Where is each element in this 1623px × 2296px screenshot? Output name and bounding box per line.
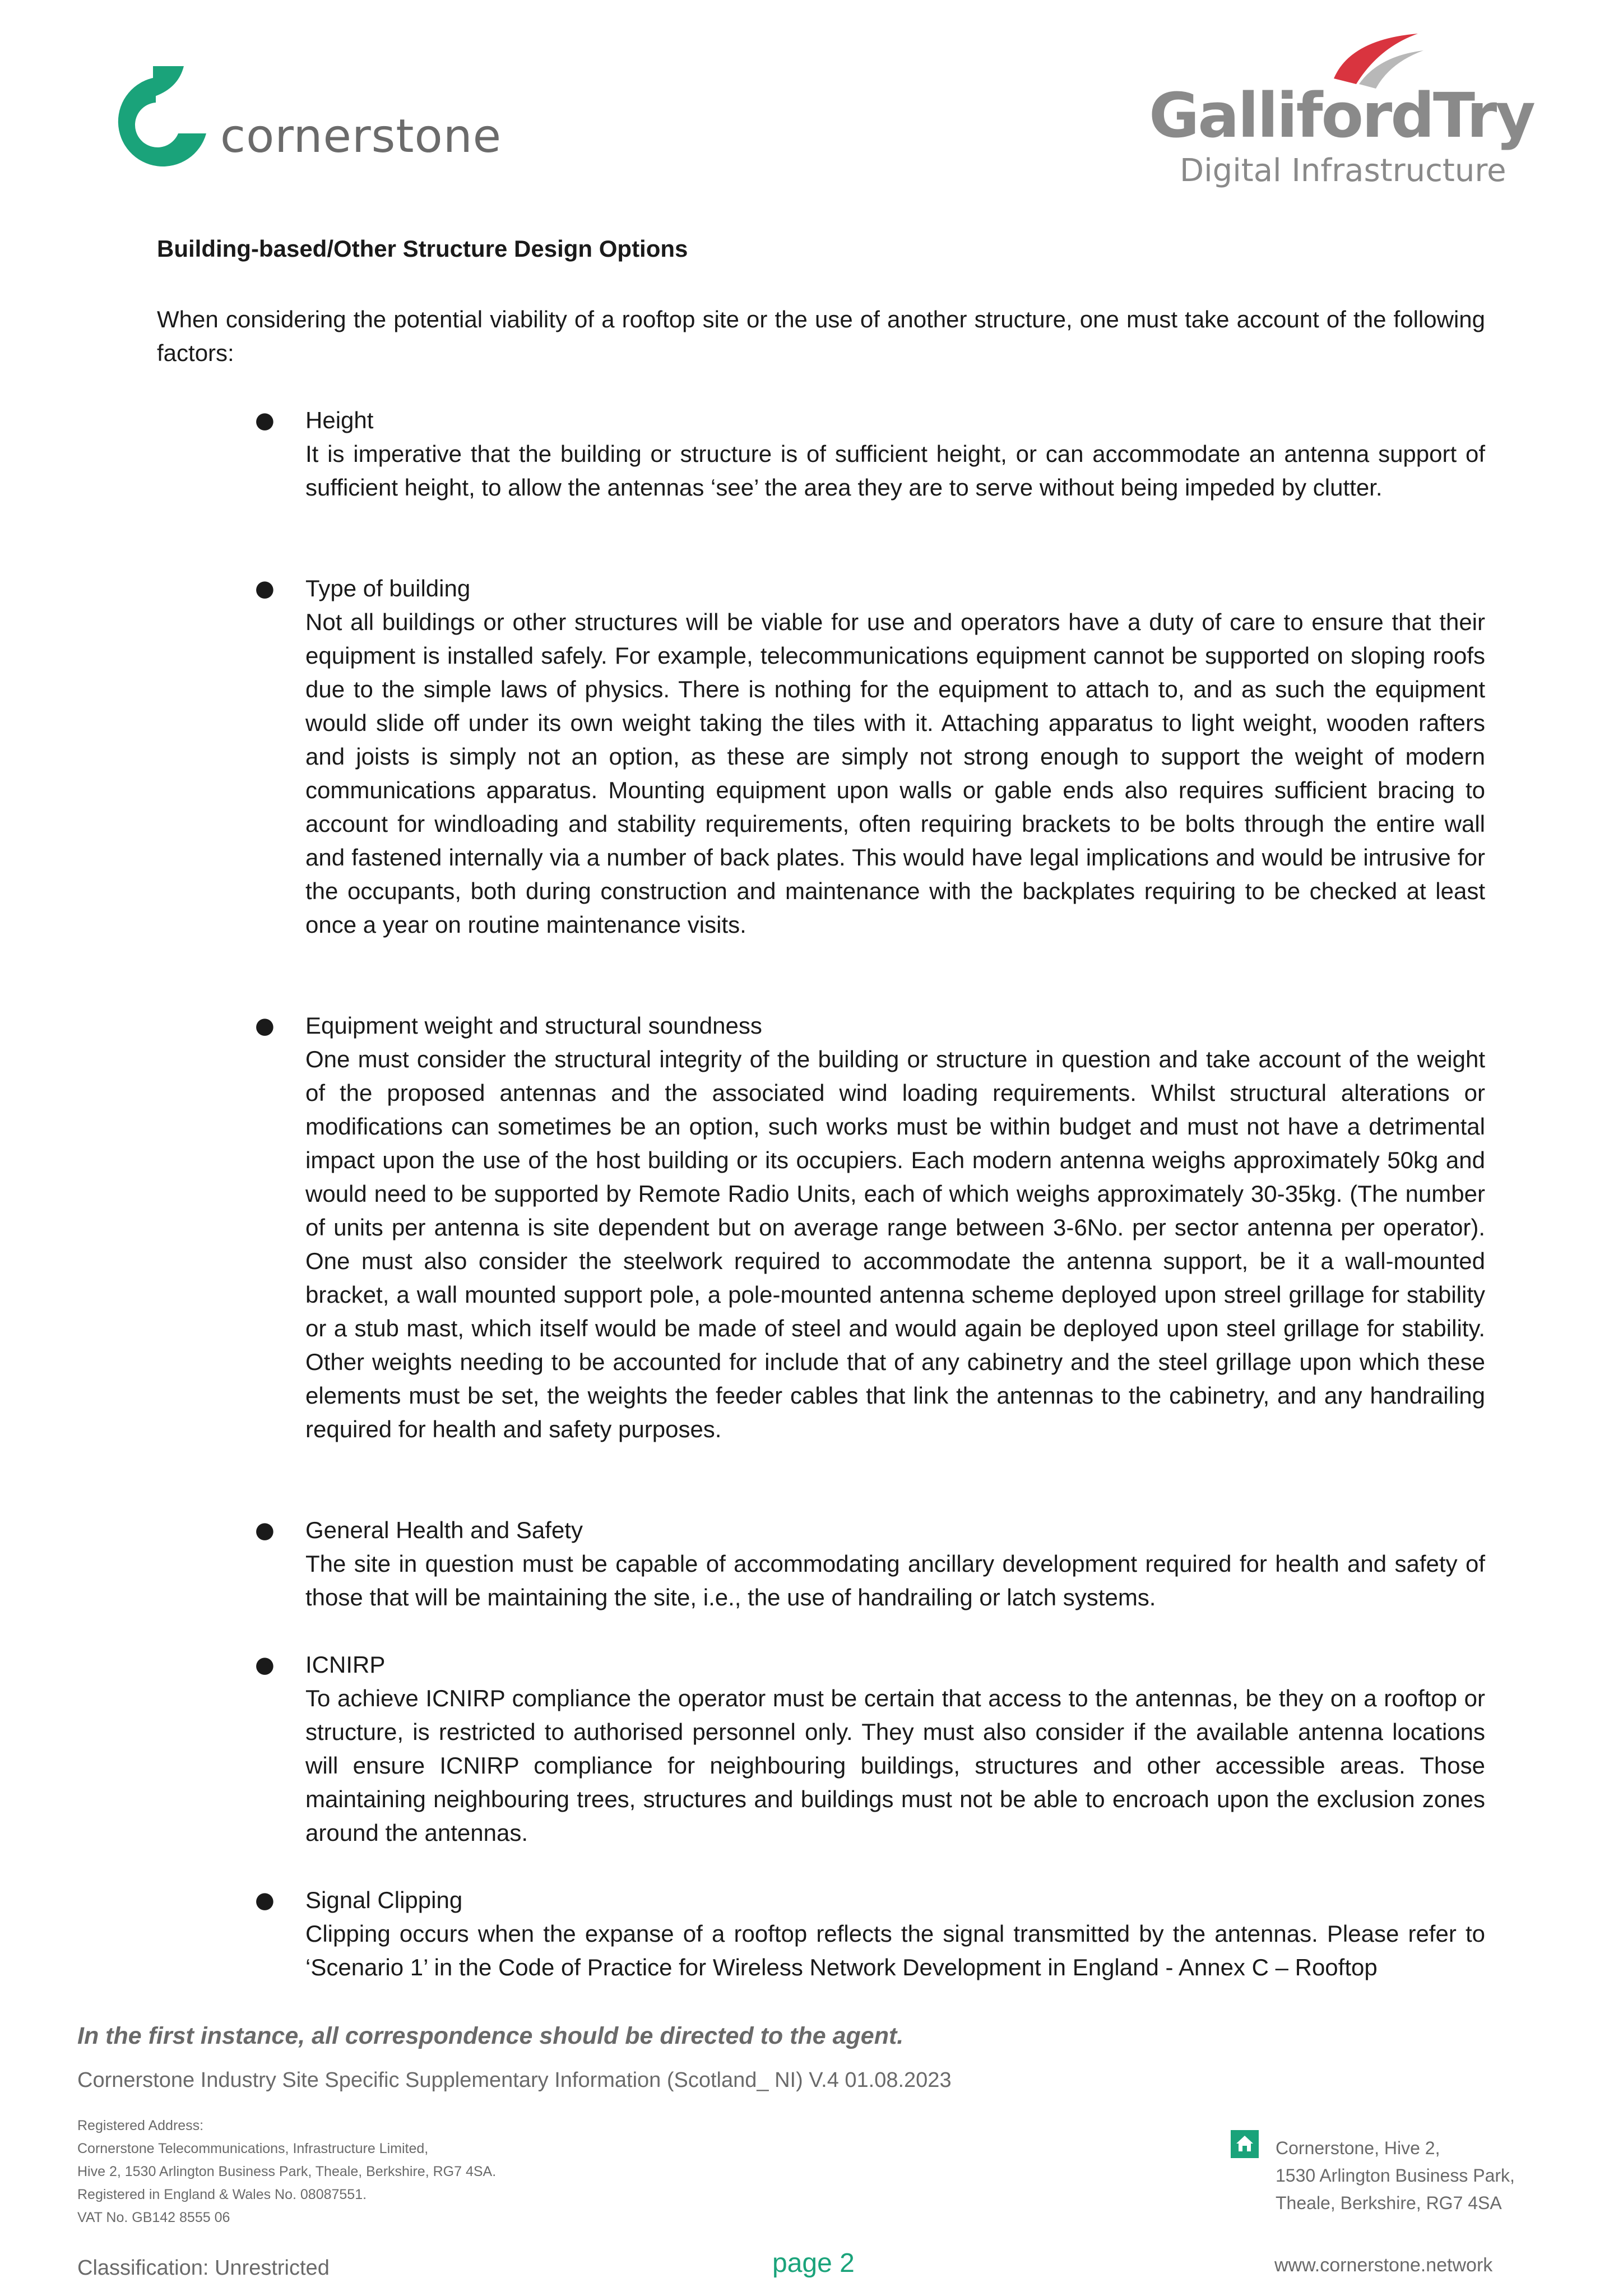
- agent-note: In the first instance, all correspondence should be directed to the agent.: [77, 2022, 904, 2049]
- registered-address: [77, 2114, 496, 2229]
- office-address: [1276, 2135, 1515, 2217]
- factor-title: Equipment weight and structural soundness: [305, 1012, 762, 1039]
- page-number: page 2: [772, 2248, 855, 2278]
- intro-paragraph: When considering the potential viability of a rooftop site or the use of another structure, one must take account of the following factors:: [157, 306, 1485, 366]
- galliford-logo-subtitle: Digital Infrastructure: [1180, 152, 1506, 189]
- office-address-line: Theale, Berkshire, RG7 4SA: [1276, 2193, 1502, 2213]
- document-reference: Cornerstone Industry Site Specific Supplementary Information (Scotland_ NI) V.4 01.08.2023: [77, 2068, 952, 2092]
- bullet-icon: ●: [255, 408, 275, 433]
- bullet-icon: ●: [255, 1652, 275, 1678]
- bullet-icon: ●: [255, 1517, 275, 1543]
- factor-body: Clipping occurs when the expanse of a rooftop reflects the signal transmitted by the antennas. Please refer to ‘Scenario 1’ in the Code of Practice for Wireless Network Development in England - Annex C – Rooftop: [305, 1920, 1485, 1980]
- factor-title: Signal Clipping: [305, 1887, 463, 1913]
- factor-body: The site in question must be capable of accommodating ancillary development required for health and safety of those that will be maintaining the site, i.e., the use of handrailing or latch systems.: [305, 1550, 1485, 1610]
- website-link[interactable]: www.cornerstone.network: [1274, 2255, 1493, 2276]
- office-address-line: 1530 Arlington Business Park,: [1276, 2165, 1515, 2186]
- registered-address-line: Hive 2, 1530 Arlington Business Park, Theale, Berkshire, RG7 4SA.: [77, 2164, 497, 2179]
- cornerstone-logo: [100, 66, 502, 189]
- galliford-logo-name: GallifordTry: [1149, 80, 1534, 151]
- registered-address-line: Cornerstone Telecommunications, Infrastructure Limited,: [77, 2141, 429, 2156]
- office-address-line: Cornerstone, Hive 2,: [1276, 2138, 1440, 2158]
- factor-body: One must consider the structural integrity of the building or structure in question and take account of the weight of the proposed antennas and the associated wind loading requirements. Whilst structural alterations or modifications can sometimes be an option, such works must be within budget and must not have a detrimental impact upon the use of the host building or its occupiers. Each modern antenna weighs approximately 50kg and would need to be supported by Remote Radio Units, each of which weighs approximately 30-35kg. (The number of units per antenna is site dependent but on average range between 3-6No. per sector antenna per operator). One must also consider the steelwork required to accommodate the antenna support, be it a wall-mounted bracket, a wall mounted support pole, a pole-mounted antenna scheme deployed upon streel grillage for stability or a stub mast, which itself would be made of steel and would again be deployed upon steel grillage for stability. Other weights needing to be accounted for include that of any cabinetry and the steel grillage upon which these elements must be set, the weights the feeder cables that link the antennas to the cabinetry, and any handrailing required for health and safety purposes.: [305, 1046, 1485, 1442]
- registered-address-line: Registered in England & Wales No. 08087551.: [77, 2187, 367, 2202]
- bullet-icon: ●: [255, 1013, 275, 1039]
- section-heading: Building-based/Other Structure Design Options: [157, 235, 688, 262]
- galliford-try-logo: [1138, 28, 1534, 196]
- registered-address-line: VAT No. GB142 8555 06: [77, 2210, 230, 2225]
- home-icon: [1231, 2130, 1259, 2158]
- bullet-icon: ●: [255, 576, 275, 601]
- factor-title: ICNIRP: [305, 1651, 386, 1678]
- bullet-icon: ●: [255, 1887, 275, 1913]
- factor-body: To achieve ICNIRP compliance the operator must be certain that access to the antennas, be they on a rooftop or structure, is restricted to authorised personnel only. They must also consider if the available antenna locations will ensure ICNIRP compliance for neighbouring buildings, structures and other accessible areas. Those maintaining neighbouring trees, structures and buildings must not be able to encroach upon the exclusion zones around the antennas.: [305, 1685, 1485, 1846]
- cornerstone-logo-text: cornerstone: [220, 110, 502, 163]
- registered-address-line: Registered Address:: [77, 2118, 204, 2133]
- factor-body: It is imperative that the building or structure is of sufficient height, or can accommodate an antenna support of sufficient height, to allow the antennas ‘see’ the area they are to serve without being impeded by clutter.: [305, 441, 1485, 501]
- cornerstone-logo-mark: [100, 66, 217, 184]
- classification-label: Classification: Unrestricted: [77, 2256, 330, 2280]
- factor-title: Type of building: [305, 575, 471, 601]
- factor-body: Not all buildings or other structures will be viable for use and operators have a duty of care to ensure that their equipment is installed safely. For example, telecommunications equipment cannot be supported on sloping roofs due to the simple laws of physics. There is nothing for the equipment to attach to, and as such the equipment would slide off under its own weight taking the tiles with it. Attaching apparatus to light weight, wooden rafters and joists is simply not an option, as these are simply not strong enough to support the weight of modern communications apparatus. Mounting equipment upon walls or gable ends also requires sufficient bracing to account for windloading and stability requirements, often requiring brackets to be bolts through the entire wall and fastened internally via a number of back plates. This would have legal implications and would be intrusive for the occupants, both during construction and maintenance with the backplates requiring to be checked at least once a year on routine maintenance visits.: [305, 609, 1485, 938]
- factor-title: Height: [305, 407, 374, 433]
- factor-title: General Health and Safety: [305, 1517, 583, 1543]
